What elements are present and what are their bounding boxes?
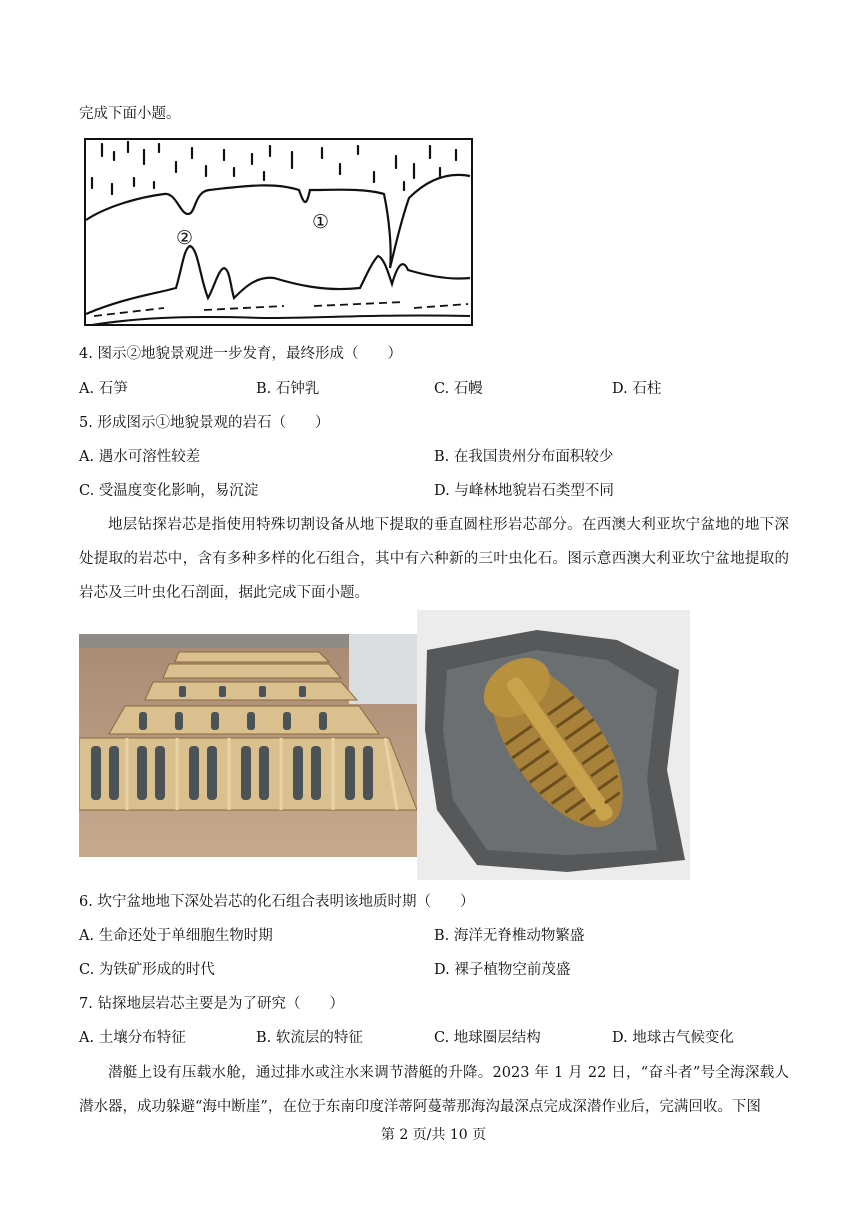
q5-option-d: D. 与峰林地貌岩石类型不同: [434, 483, 614, 499]
q4-option-c: C. 石幔: [434, 381, 483, 397]
q6-option-a: A. 生命还处于单细胞生物时期: [79, 928, 273, 944]
q7-stem: 7. 钻探地层岩芯主要是为了研究（ ）: [79, 996, 344, 1012]
q7-option-c: C. 地球圈层结构: [434, 1030, 541, 1046]
q6-stem: 6. 坎宁盆地地下深处岩芯的化石组合表明该地质时期（ ）: [79, 894, 475, 910]
q6-option-d: D. 裸子植物空前茂盛: [434, 962, 571, 978]
q4-option-a: A. 石笋: [79, 381, 128, 397]
trilobite-fossil-photo: [417, 610, 690, 880]
passage-core: 地层钻探岩芯是指使用特殊切割设备从地下提取的垂直圆柱形岩芯部分。在西澳大利亚坎宁盆地的地下深处提取的岩芯中，含有多种多样的化石组合，其中有六种新的三叶虫化石。图示意西澳大利亚坎宁盆地提取的岩芯及三叶虫化石剖面，据此完成下面小题。: [79, 517, 789, 601]
q5-option-b: B. 在我国贵州分布面积较少: [434, 449, 614, 465]
q7-option-d: D. 地球古气候变化: [612, 1030, 734, 1046]
cave-landform-figure: [84, 138, 473, 326]
q6-option-b: B. 海洋无脊椎动物繁盛: [434, 928, 585, 944]
q5-stem: 5. 形成图示①地貌景观的岩石（ ）: [79, 415, 330, 431]
cave-label-1: ①: [312, 211, 330, 233]
intro-text: 完成下面小题。: [79, 106, 181, 122]
q4-stem: 4. 图示②地貌景观进一步发育，最终形成（ ）: [79, 346, 402, 362]
drill-cores-photo: [79, 634, 417, 857]
page-footer: 第 2 页/共 10 页: [380, 1127, 487, 1143]
q5-option-a: A. 遇水可溶性较差: [79, 449, 201, 465]
q6-option-c: C. 为铁矿形成的时代: [79, 962, 215, 978]
passage-submersible: 潜艇上设有压载水舱，通过排水或注水来调节潜艇的升降。2023 年 1 月 22 日，“奋斗者”号全海深载人潜水器，成功躲避“海中断崖”，在位于东南印度洋蒂阿蔓蒂那海沟最深点完成深潜作业后，完满回收。下图: [79, 1065, 789, 1115]
q5-option-c: C. 受温度变化影响，易沉淀: [79, 483, 259, 499]
q7-option-b: B. 软流层的特征: [256, 1030, 363, 1046]
cave-label-2: ②: [176, 227, 194, 249]
q7-option-a: A. 土壤分布特征: [79, 1030, 186, 1046]
q4-option-b: B. 石钟乳: [256, 381, 320, 397]
q4-option-d: D. 石柱: [612, 381, 662, 397]
